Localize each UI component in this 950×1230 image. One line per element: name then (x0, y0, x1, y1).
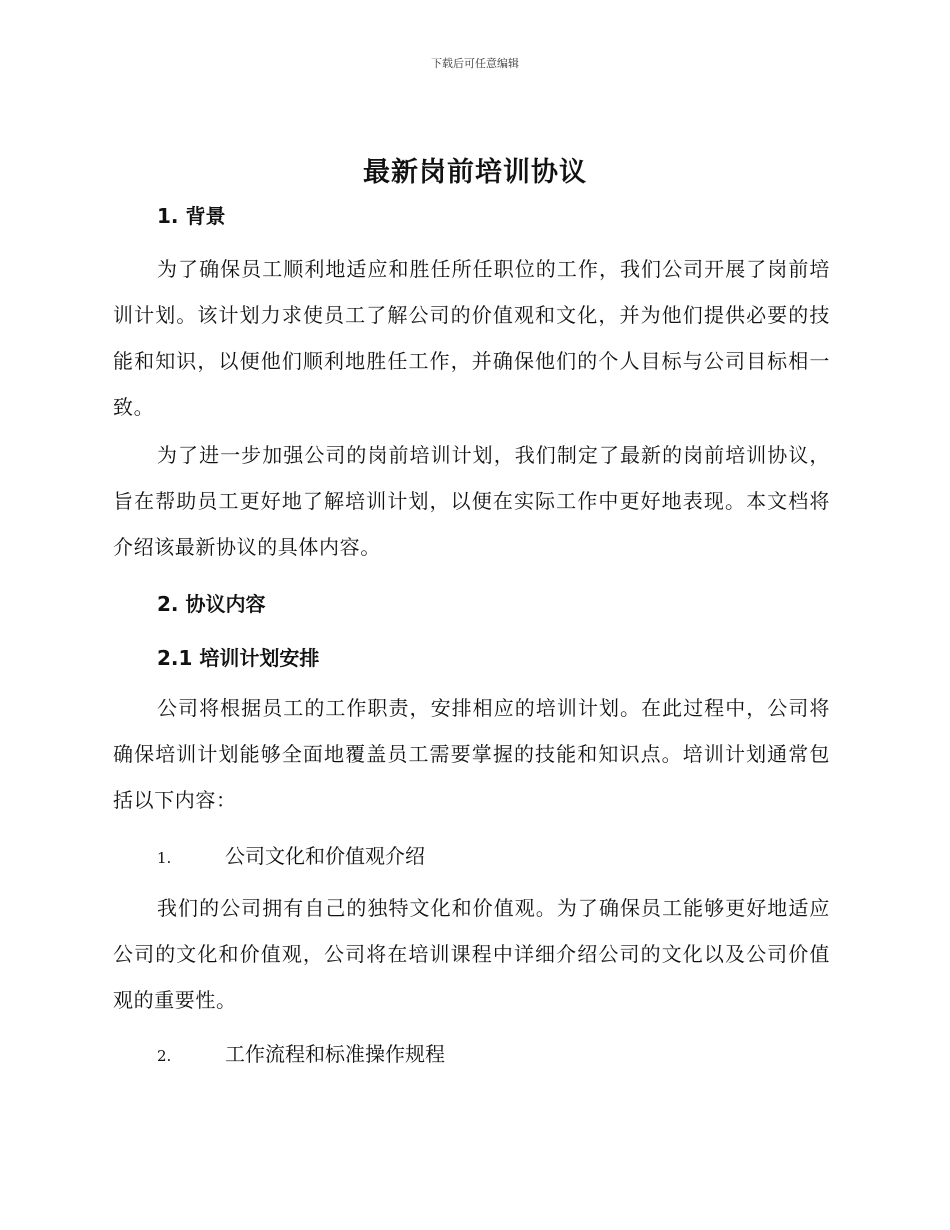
document-title: 最新岗前培训协议 (363, 157, 587, 188)
background-paragraph-1: 为了确保员工顺利地适应和胜任所任职位的工作，我们公司开展了岗前培训计划。该计划力求使员工了解公司的价值观和文化，并为他们提供必要的技能和知识，以便他们顺利地胜任工作，并确保他们的个人目标与公司目标相一致。 (113, 257, 830, 419)
header-note: 下载后可任意编辑 (431, 57, 519, 70)
subsection-heading-training-plan: 2.1 培训计划安排 (157, 646, 320, 670)
list-item-label: 工作流程和标准操作规程 (225, 1042, 445, 1066)
list-item-number: 2. (157, 1047, 172, 1065)
section-heading-agreement: 2. 协议内容 (157, 592, 266, 616)
list-item-label: 公司文化和价值观介绍 (225, 844, 425, 868)
list-item-1 (157, 840, 425, 869)
list-item-1-description: 我们的公司拥有自己的独特文化和价值观。为了确保员工能够更好地适应公司的文化和价值观，公司将在培训课程中详细介绍公司的文化以及公司价值观的重要性。 (113, 896, 830, 1012)
list-item-number: 1. (157, 849, 172, 867)
background-paragraph-2: 为了进一步加强公司的岗前培训计划，我们制定了最新的岗前培训协议，旨在帮助员工更好地了解培训计划，以便在实际工作中更好地表现。本文档将介绍该最新协议的具体内容。 (113, 443, 830, 559)
list-item-2 (157, 1038, 445, 1067)
section-heading-background: 1. 背景 (157, 204, 226, 228)
training-plan-intro: 公司将根据员工的工作职责，安排相应的培训计划。在此过程中，公司将确保培训计划能够全面地覆盖员工需要掌握的技能和知识点。培训计划通常包括以下内容： (113, 696, 830, 812)
